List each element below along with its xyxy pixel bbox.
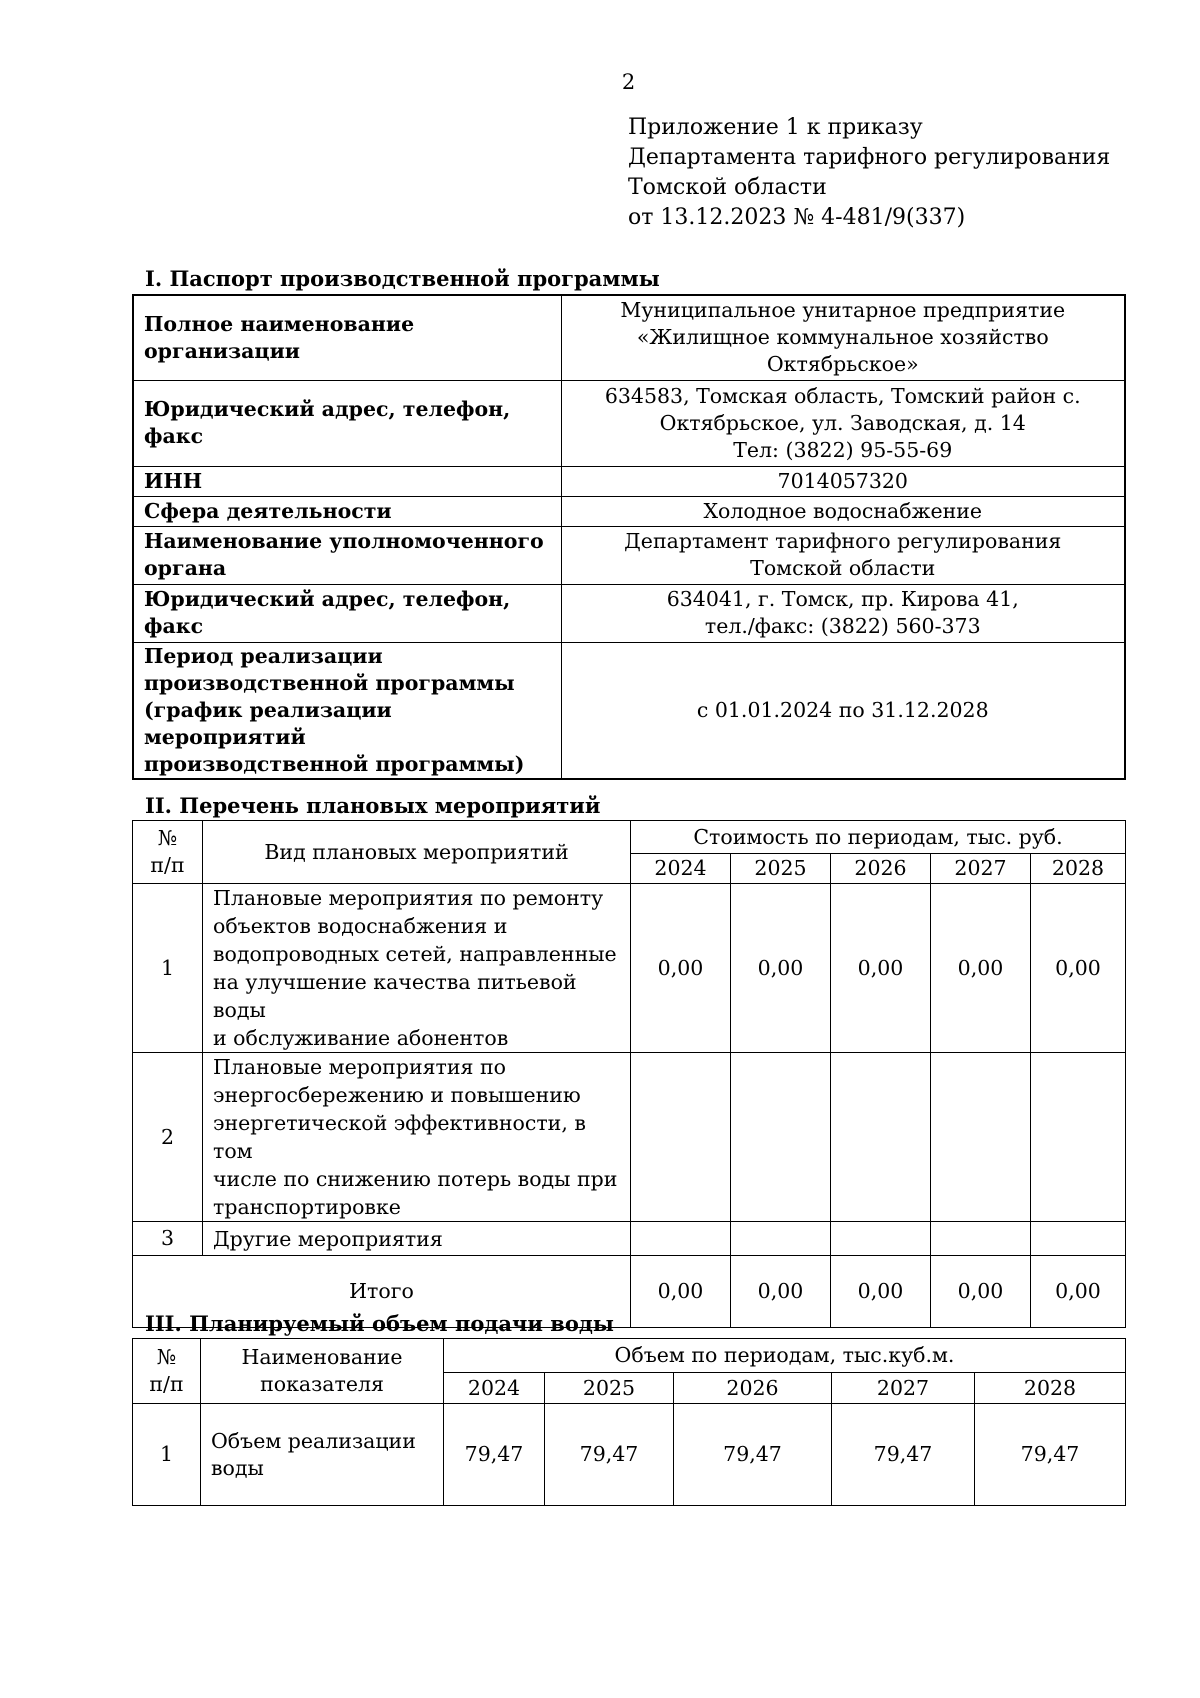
total-cell: 0,00 bbox=[731, 1256, 831, 1328]
table-row bbox=[133, 884, 1126, 1053]
table-row bbox=[133, 642, 1125, 779]
appendix-line: от 13.12.2023 № 4-481/9(337) bbox=[628, 205, 966, 230]
label-line: производственной программы) bbox=[144, 751, 525, 776]
label-line: производственной программы bbox=[144, 670, 515, 695]
desc-line: Объем реализации bbox=[211, 1428, 416, 1453]
section1-title: I. Паспорт производственной программы bbox=[145, 266, 660, 291]
cost-cell bbox=[931, 1053, 1031, 1222]
row-num: 2 bbox=[133, 1053, 203, 1222]
label-line: органа bbox=[144, 556, 227, 580]
row-label bbox=[133, 642, 561, 779]
total-cell: 0,00 bbox=[831, 1256, 931, 1328]
cost-cell bbox=[631, 1222, 731, 1256]
cost-cell bbox=[931, 1222, 1031, 1256]
value-line: Департамент тарифного регулирования bbox=[624, 529, 1062, 553]
table-row bbox=[133, 380, 1125, 466]
table-row bbox=[133, 526, 1125, 584]
table-row bbox=[133, 1053, 1126, 1222]
row-value: 7014057320 bbox=[561, 466, 1125, 496]
row-desc bbox=[203, 884, 631, 1053]
activities-table bbox=[132, 820, 1126, 1328]
label-line: (график реализации мероприятий bbox=[144, 697, 392, 749]
header-cost: Стоимость по периодам, тыс. руб. bbox=[631, 821, 1126, 854]
water-volume-table bbox=[132, 1338, 1126, 1506]
header-name bbox=[201, 1339, 444, 1404]
cost-cell: 0,00 bbox=[731, 884, 831, 1053]
value-line: Тел: (3822) 95-55-69 bbox=[733, 437, 953, 462]
row-desc bbox=[203, 1053, 631, 1222]
header-num bbox=[133, 821, 203, 884]
appendix-header bbox=[628, 113, 1110, 233]
year-header: 2025 bbox=[545, 1373, 674, 1404]
row-label: Юридический адрес, телефон, факс bbox=[133, 380, 561, 466]
cost-cell: 0,00 bbox=[831, 884, 931, 1053]
total-cell: 0,00 bbox=[931, 1256, 1031, 1328]
row-value bbox=[561, 380, 1125, 466]
year-header: 2027 bbox=[931, 854, 1031, 884]
volume-cell: 79,47 bbox=[674, 1404, 832, 1506]
value-line: Октябрьское, ул. Заводская, д. 14 bbox=[659, 410, 1026, 435]
desc-line: энергосбережению и повышению bbox=[213, 1083, 581, 1107]
desc-line: энергетической эффективности, в том bbox=[213, 1111, 586, 1163]
desc-line: объектов водоснабжения и bbox=[213, 914, 508, 938]
appendix-line: Департамента тарифного регулирования bbox=[628, 145, 1111, 170]
row-label: Полное наименование организации bbox=[133, 295, 561, 380]
row-label: ИНН bbox=[133, 466, 561, 496]
header-desc: Вид плановых мероприятий bbox=[203, 821, 631, 884]
header-volume: Объем по периодам, тыс.куб.м. bbox=[444, 1339, 1126, 1373]
volume-cell: 79,47 bbox=[545, 1404, 674, 1506]
header-row bbox=[133, 1339, 1126, 1373]
label-line: Период реализации bbox=[144, 643, 383, 668]
header-num bbox=[133, 1339, 201, 1404]
desc-line: водопроводных сетей, направленные bbox=[213, 942, 617, 966]
cost-cell bbox=[1031, 1222, 1126, 1256]
appendix-line: Томской области bbox=[628, 175, 827, 200]
desc-line: на улучшение качества питьевой воды bbox=[213, 970, 577, 1022]
year-header: 2027 bbox=[832, 1373, 975, 1404]
table-row bbox=[133, 295, 1125, 380]
row-value bbox=[561, 295, 1125, 380]
cost-cell bbox=[631, 1053, 731, 1222]
header-line: показателя bbox=[260, 1372, 384, 1396]
table-row bbox=[133, 1404, 1126, 1506]
year-header: 2024 bbox=[444, 1373, 545, 1404]
desc-line: воды bbox=[211, 1455, 264, 1480]
value-line: тел./факс: (3822) 560-373 bbox=[704, 614, 981, 638]
volume-cell: 79,47 bbox=[444, 1404, 545, 1506]
total-label: Итого bbox=[133, 1256, 631, 1328]
header-row bbox=[133, 821, 1126, 854]
desc-line: числе по снижению потерь воды при bbox=[213, 1167, 618, 1191]
table-row bbox=[133, 466, 1125, 496]
page-number: 2 bbox=[621, 70, 636, 94]
header-line: № bbox=[156, 1345, 177, 1369]
header-line: п/п bbox=[150, 853, 185, 877]
year-header: 2025 bbox=[731, 854, 831, 884]
value-line: Муниципальное унитарное предприятие bbox=[620, 298, 1066, 323]
row-value bbox=[561, 584, 1125, 642]
row-value bbox=[561, 526, 1125, 584]
cost-cell bbox=[731, 1222, 831, 1256]
value-line: Октябрьское» bbox=[766, 352, 919, 377]
appendix-line: Приложение 1 к приказу bbox=[628, 115, 923, 140]
section2-title: II. Перечень плановых мероприятий bbox=[145, 793, 601, 818]
row-label: Юридический адрес, телефон, факс bbox=[133, 584, 561, 642]
row-desc bbox=[201, 1404, 444, 1506]
cost-cell: 0,00 bbox=[1031, 884, 1126, 1053]
total-cell: 0,00 bbox=[631, 1256, 731, 1328]
year-header: 2028 bbox=[1031, 854, 1126, 884]
table-row bbox=[133, 496, 1125, 526]
row-value: Холодное водоснабжение bbox=[561, 496, 1125, 526]
passport-table bbox=[132, 294, 1126, 780]
value-line: Томской области bbox=[750, 556, 936, 580]
year-header: 2024 bbox=[631, 854, 731, 884]
row-num: 1 bbox=[133, 1404, 201, 1506]
desc-line: Плановые мероприятия по bbox=[213, 1055, 507, 1079]
header-line: п/п bbox=[149, 1372, 184, 1396]
row-label bbox=[133, 526, 561, 584]
value-line: 634041, г. Томск, пр. Кирова 41, bbox=[666, 587, 1019, 611]
cost-cell bbox=[1031, 1053, 1126, 1222]
cost-cell bbox=[831, 1053, 931, 1222]
volume-cell: 79,47 bbox=[832, 1404, 975, 1506]
header-line: № bbox=[157, 826, 178, 850]
desc-line: Плановые мероприятия по ремонту bbox=[213, 886, 604, 910]
year-header: 2028 bbox=[975, 1373, 1126, 1404]
cost-cell bbox=[731, 1053, 831, 1222]
year-header: 2026 bbox=[831, 854, 931, 884]
value-line: 634583, Томская область, Томский район с. bbox=[604, 383, 1081, 408]
row-num: 1 bbox=[133, 884, 203, 1053]
desc-line: и обслуживание абонентов bbox=[213, 1026, 509, 1050]
header-line: Наименование bbox=[241, 1345, 403, 1369]
row-desc: Другие мероприятия bbox=[203, 1222, 631, 1256]
row-value: с 01.01.2024 по 31.12.2028 bbox=[561, 642, 1125, 779]
table-row bbox=[133, 1222, 1126, 1256]
cost-cell bbox=[831, 1222, 931, 1256]
label-line: Наименование уполномоченного bbox=[144, 529, 544, 553]
cost-cell: 0,00 bbox=[631, 884, 731, 1053]
desc-line: транспортировке bbox=[213, 1195, 401, 1219]
table-row bbox=[133, 584, 1125, 642]
cost-cell: 0,00 bbox=[931, 884, 1031, 1053]
value-line: «Жилищное коммунальное хозяйство bbox=[636, 325, 1049, 350]
volume-cell: 79,47 bbox=[975, 1404, 1126, 1506]
section3-title: III. Планируемый объем подачи воды bbox=[145, 1311, 614, 1336]
total-cell: 0,00 bbox=[1031, 1256, 1126, 1328]
year-header: 2026 bbox=[674, 1373, 832, 1404]
row-label: Сфера деятельности bbox=[133, 496, 561, 526]
row-num: 3 bbox=[133, 1222, 203, 1256]
